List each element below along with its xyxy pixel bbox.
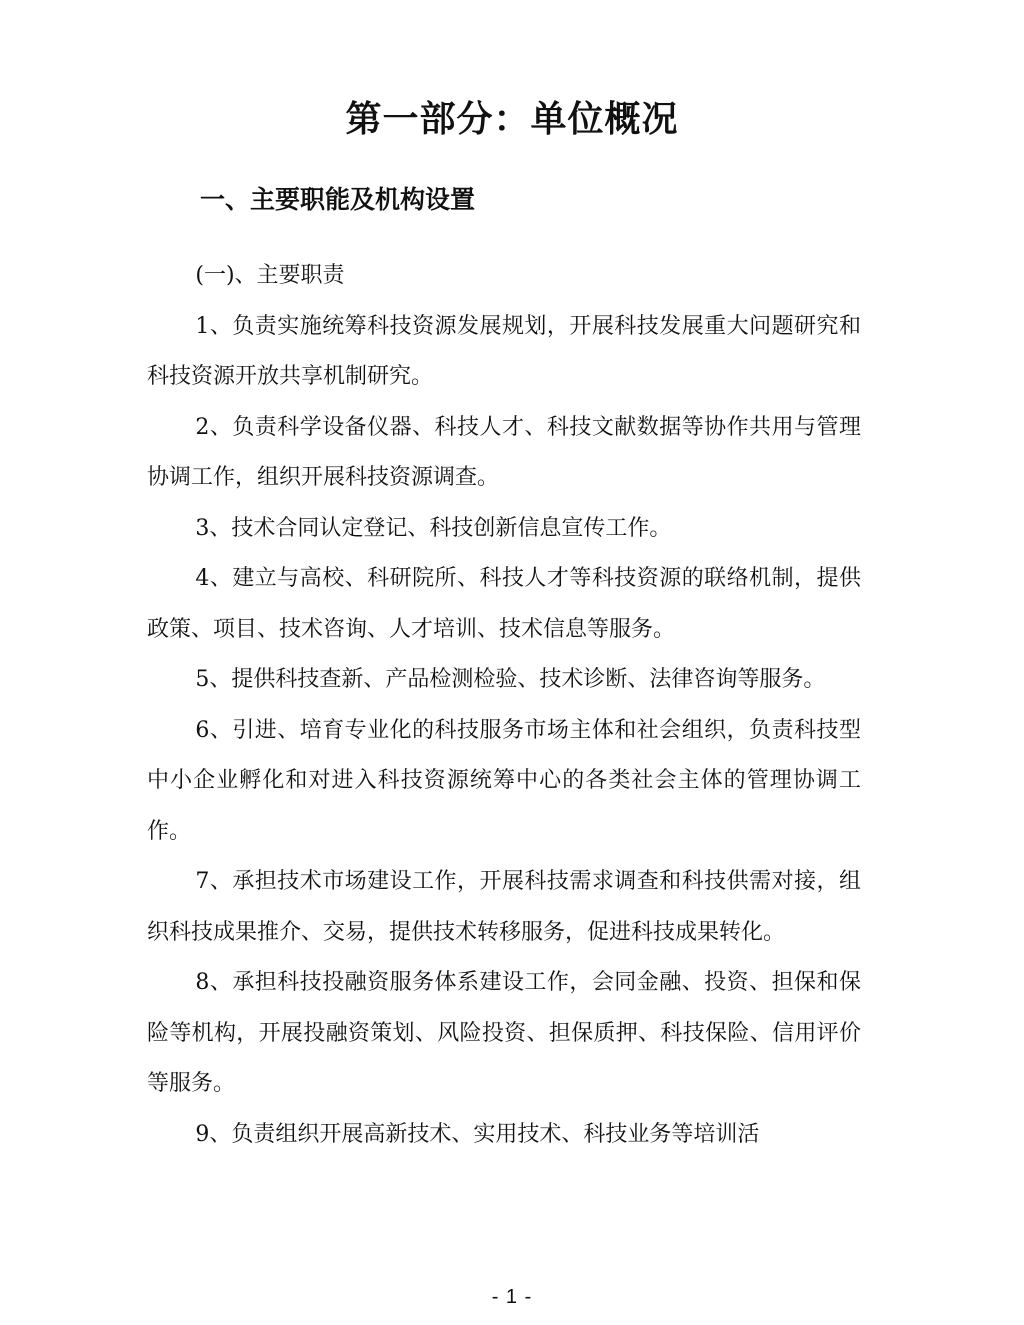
paragraph-9: 9、负责组织开展高新技术、实用技术、科技业务等培训活	[195, 1121, 760, 1147]
paragraph-6: 6、引进、培育专业化的科技服务市场主体和社会组织，负责科技型中小企业孵化和对进入科技资源统筹中心的各类社会主体的管理协调工作。	[147, 717, 861, 844]
paragraph-8: 8、承担科技投融资服务体系建设工作，会同金融、投资、担保和保险等机构，开展投融资策划、风险投资、担保质押、科技保险、信用评价等服务。	[147, 970, 861, 1096]
paragraph-5: 5、提供科技查新、产品检测检验、技术诊断、法律咨询等服务。	[195, 667, 826, 692]
section-heading: 一、主要职能及机构设置	[200, 185, 476, 214]
paragraph-7: 7、承担技术市场建设工作，开展科技需求调查和科技供需对接，组织科技成果推介、交易，提供技术转移服务，促进科技成果转化。	[147, 869, 861, 945]
paragraph-2: 2、负责科学设备仪器、科技人才、科技文献数据等协作共用与管理协调工作，组织开展科技资源调查。	[147, 414, 861, 490]
paragraph-1: 1、负责实施统筹科技资源发展规划，开展科技发展重大问题研究和科技资源开放共享机制研究。	[147, 313, 861, 389]
page-title: 第一部分：单位概况	[345, 99, 679, 140]
subsection-heading: (一)、主要职责	[195, 263, 345, 288]
paragraph-4: 4、建立与高校、科研院所、科技人才等科技资源的联络机制，提供政策、项目、技术咨询、人才培训、技术信息等服务。	[147, 566, 861, 642]
paragraph-3: 3、技术合同认定登记、科技创新信息宣传工作。	[195, 515, 672, 541]
document-body	[147, 251, 861, 1160]
page-number: - 1 -	[491, 1286, 533, 1308]
